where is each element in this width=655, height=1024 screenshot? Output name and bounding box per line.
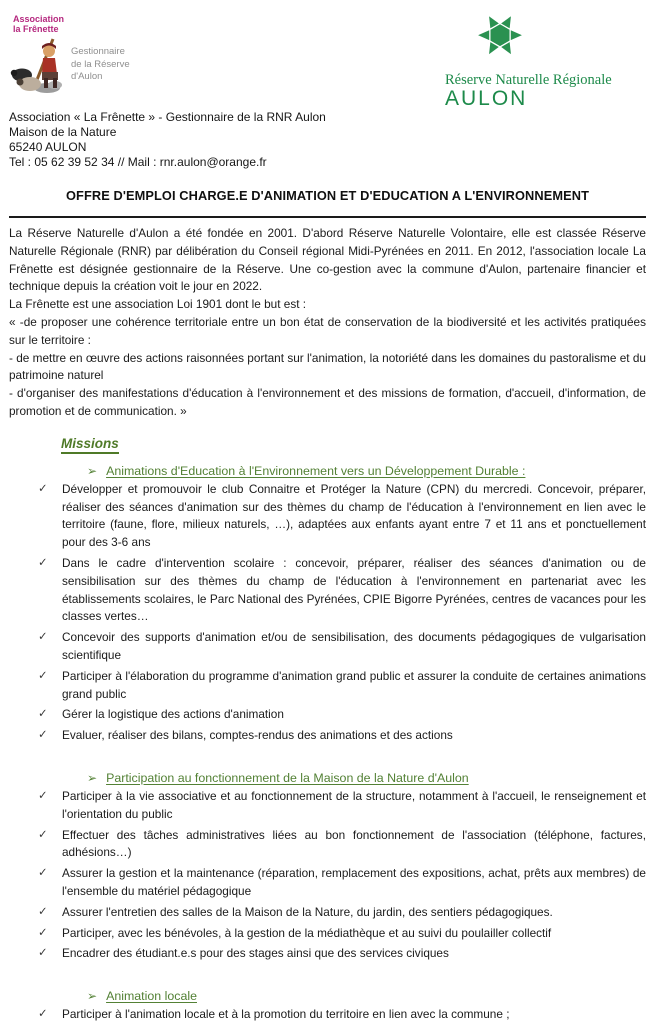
checkmark-icon: ✓: [38, 1008, 48, 1021]
section-title: Participation au fonctionnement de la Maison de la Nature d'Aulon: [106, 770, 469, 785]
address-line: Association « La Frênette » - Gestionnaire de la RNR Aulon: [9, 110, 326, 124]
frenette-subtitle-line: de la Réserve: [71, 58, 130, 70]
mission-item-text: Encadrer des étudiant.e.s pour des stages ainsi que des services civiques: [62, 946, 449, 961]
section-heading: [87, 989, 646, 1003]
document-header: [9, 8, 646, 110]
section-heading: [87, 464, 646, 478]
intro-paragraph: - d'organiser des manifestations d'éducation à l'environnement et des missions de formation, d'accueil, d'information, de promotion et de communication. »: [9, 386, 646, 418]
mission-list: [9, 1006, 646, 1024]
checkmark-icon: ✓: [38, 867, 48, 880]
checkmark-icon: ✓: [38, 669, 48, 682]
checkmark-icon: ✓: [38, 828, 48, 841]
mission-item-text: Concevoir des supports d'animation et/ou de sensibilisation, des documents pédagogiques de vulgarisation scientifique: [62, 630, 646, 662]
address-line: Maison de la Nature: [9, 125, 117, 139]
missions-heading: [61, 436, 646, 451]
frenette-logo-title-line1: Association: [13, 14, 65, 24]
frenette-logo-subtitle: [71, 46, 130, 84]
frenette-logo-body: [9, 36, 159, 94]
address-line: 65240 AULON: [9, 140, 87, 154]
shepherd-illustration-icon: [9, 36, 65, 94]
checkmark-icon: ✓: [38, 905, 48, 918]
checkmark-icon: ✓: [38, 729, 48, 742]
mission-item: [38, 925, 646, 943]
arrow-bullet-icon: ➢: [87, 770, 98, 785]
checkmark-icon: ✓: [38, 947, 48, 960]
frenette-logo: [9, 8, 159, 94]
missions-heading-label: Missions: [61, 436, 119, 454]
intro-paragraph: La Frênette est une association Loi 1901 dont le but est :: [9, 297, 307, 312]
intro-text: [9, 225, 646, 421]
mission-item-text: Effectuer des tâches administratives liées au bon fonctionnement de l'association (téléphone, factures, adhésions…): [62, 827, 646, 860]
mission-item-text: Développer et promouvoir le club Connaitre et Protéger la Nature (CPN) du mercredi. Concevoir, préparer, réaliser des séances d'animation sur des thèmes du champ de l'éducation à l'environnement en lien avec le territoire (faune, flore, milieux naturels, …), adaptées aux enfants ayant entre 7 et 11 ans et ponctuellement pour des 3-6 ans: [62, 481, 646, 550]
frenette-logo-title: [13, 14, 159, 34]
checkmark-icon: ✓: [38, 708, 48, 721]
mission-item: [38, 668, 646, 704]
mission-item: [38, 1006, 646, 1024]
checkmark-icon: ✓: [38, 482, 48, 495]
mission-item: [38, 788, 646, 824]
mission-item-text: Assurer la gestion et la maintenance (réparation, remplacement des expositions, achat, prêts aux membres) de l'ensemble du matériel pédagogique: [62, 866, 646, 898]
mission-item-text: Participer à l'élaboration du programme d'animation grand public et assurer la conduite de certaines animations grand public: [62, 668, 646, 701]
address-block: [9, 110, 646, 170]
checkmark-icon: ✓: [38, 631, 48, 644]
rnr-logo-aulon: AULON: [445, 87, 528, 110]
mission-item: [38, 727, 646, 745]
mission-item: [38, 481, 646, 552]
green-star-icon: [473, 8, 527, 71]
rnr-logo-text: Réserve Naturelle Régionale: [445, 72, 612, 88]
mission-item: [38, 827, 646, 863]
page-title: OFFRE D'EMPLOI CHARGE.E D'ANIMATION ET D'EDUCATION A L'ENVIRONNEMENT: [65, 188, 590, 203]
intro-paragraph: « -de proposer une cohérence territoriale entre un bon état de conservation de la biodiversité et les activités pratiquées sur le territoire :: [9, 314, 646, 347]
mission-item-text: Dans le cadre d'intervention scolaire : concevoir, préparer, réaliser des séances d'animation ou de sensibilisation sur des thèmes du champ de l'éducation à l'environnement en partenariat avec les établissements scolaires, le Parc National des Pyrénées, CPIE Bigorre Pyrénées, centres de vacances pour les classes vertes…: [62, 555, 646, 624]
mission-item-text: Participer à l'animation locale et à la promotion du territoire en lien avec la commune ;: [62, 1007, 510, 1022]
mission-item-text: Participer, avec les bénévoles, à la gestion de la médiathèque et au suivi du poulailler collectif: [62, 925, 552, 940]
frenette-logo-title-line2: la Frênette: [13, 24, 59, 34]
frenette-subtitle-line: Gestionnaire: [71, 46, 125, 57]
section-heading: [87, 771, 646, 785]
mission-item: [38, 706, 646, 724]
mission-item-text: Evaluer, réaliser des bilans, comptes-rendus des animations et des actions: [62, 728, 453, 743]
address-line: Tel : 05 62 39 52 34 // Mail : rnr.aulon@orange.fr: [9, 155, 267, 169]
mission-item: [38, 555, 646, 626]
mission-item: [38, 904, 646, 922]
checkmark-icon: ✓: [38, 556, 48, 569]
checkmark-icon: ✓: [38, 926, 48, 939]
mission-item-text: Participer à la vie associative et au fonctionnement de la structure, notamment à l'accueil, le renseignement et l'orientation du public: [62, 788, 646, 821]
rnr-aulon-logo: [445, 8, 640, 110]
section-title: Animations d'Education à l'Environnement vers un Développement Durable :: [106, 463, 526, 478]
arrow-bullet-icon: ➢: [87, 463, 98, 478]
mission-item: [38, 865, 646, 901]
arrow-bullet-icon: ➢: [87, 989, 98, 1004]
mission-item-text: Assurer l'entretien des salles de la Maison de la Nature, du jardin, des sentiers pédagogiques.: [62, 904, 553, 919]
mission-list: [9, 788, 646, 963]
divider: [9, 216, 646, 218]
intro-paragraph: - de mettre en œuvre des actions raisonnées portant sur l'animation, la notoriété dans les domaines du pastoralisme et du patrimoine naturel: [9, 350, 646, 383]
section-title: Animation locale: [106, 989, 197, 1004]
intro-paragraph: La Réserve Naturelle d'Aulon a été fondée en 2001. D'abord Réserve Naturelle Volontaire, elle est classée Réserve Naturelle Régionale (RNR) par délibération du Conseil régional Midi-Pyrénées en 2011. En 2012, l'association locale La Frênette est désignée gestionnaire de la Réserve. Une co-gestion avec la commune d'Aulon, partenaire financier et technique depuis la création voit le jour en 2022.: [9, 226, 646, 294]
mission-item: [38, 629, 646, 665]
missions-sections: [9, 464, 646, 1024]
checkmark-icon: ✓: [38, 789, 48, 802]
frenette-subtitle-line: d'Aulon: [71, 71, 103, 82]
mission-item: [38, 945, 646, 963]
mission-list: [9, 481, 646, 745]
mission-item-text: Gérer la logistique des actions d'animation: [62, 707, 284, 722]
